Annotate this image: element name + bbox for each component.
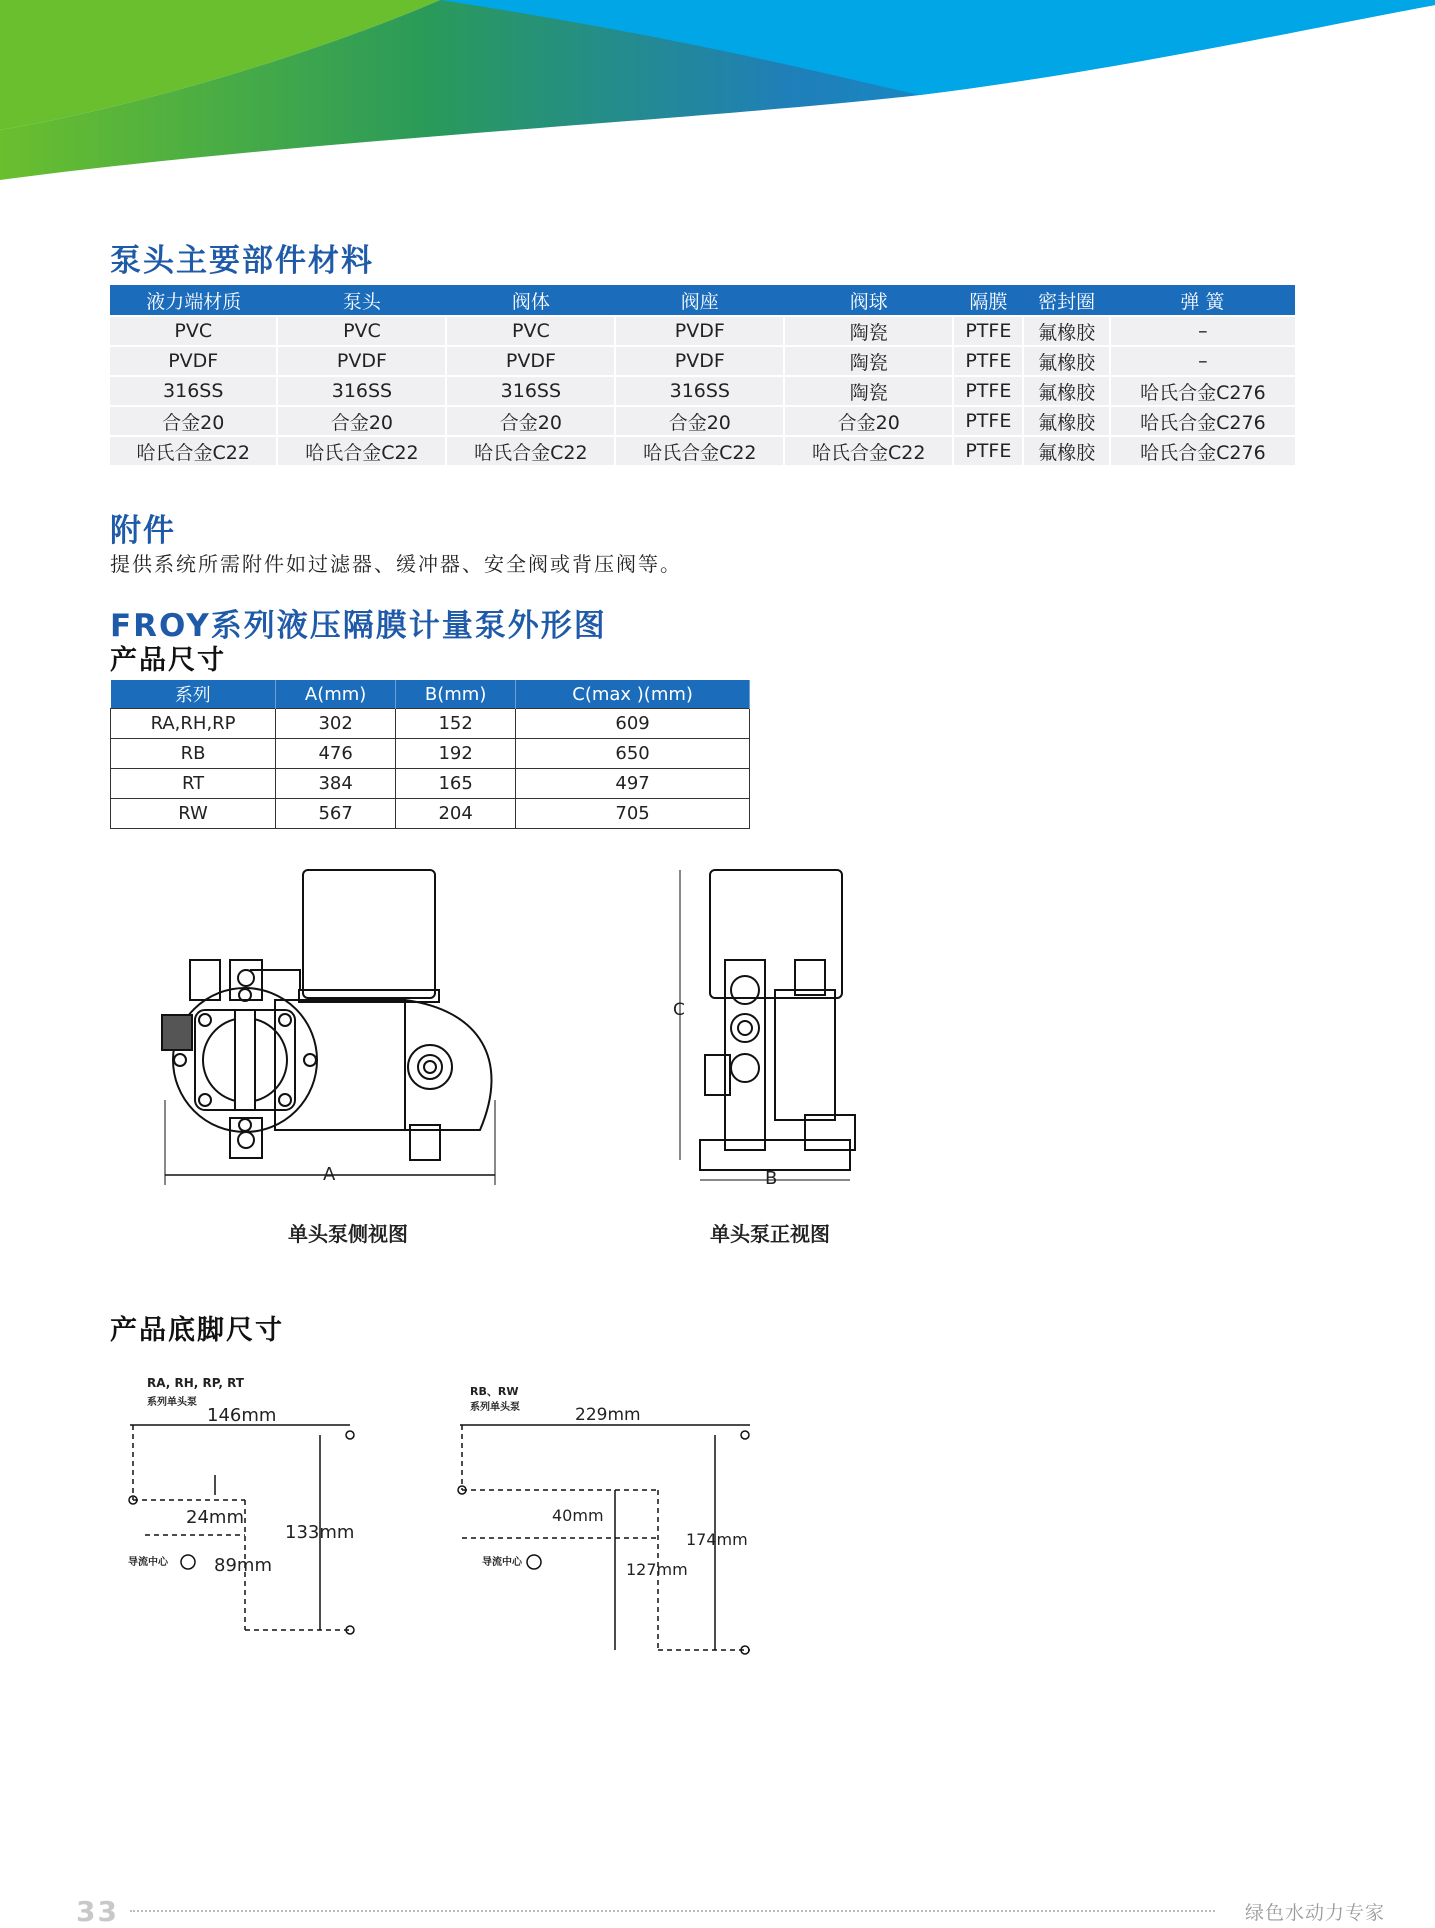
dimensions-row	[111, 709, 750, 739]
materials-header-cell: 泵头	[277, 285, 446, 316]
footprint-left-series-sub: 系列单头泵	[147, 1397, 197, 1408]
label-b: B	[765, 1168, 778, 1189]
dimensions-cell: RW	[111, 799, 276, 829]
materials-row	[110, 406, 1295, 436]
footprint-right-series-sub: 系列单头泵	[470, 1402, 520, 1413]
dimensions-cell: RA,RH,RP	[111, 709, 276, 739]
materials-header-cell: 阀座	[615, 285, 784, 316]
dimensions-cell: 204	[396, 799, 516, 829]
footprint-right-center-label: 导流中心	[482, 1557, 522, 1568]
materials-cell: PTFE	[953, 436, 1023, 465]
materials-cell: 陶瓷	[784, 316, 953, 346]
front-view-caption: 单头泵正视图	[710, 1222, 830, 1246]
materials-cell: 316SS	[446, 376, 615, 406]
dimensions-cell: RT	[111, 769, 276, 799]
dimensions-header-cell: B(mm)	[396, 680, 516, 709]
footprint-left-width: 146mm	[207, 1405, 277, 1426]
materials-cell: 哈氏合金C276	[1110, 376, 1295, 406]
materials-cell: PTFE	[953, 316, 1023, 346]
accessories-title: 附件	[110, 513, 176, 549]
footprint-left-offset: 24mm	[186, 1507, 244, 1528]
materials-cell: 合金20	[277, 406, 446, 436]
label-c: C	[673, 1000, 685, 1020]
materials-header-cell: 弹 簧	[1110, 285, 1295, 316]
materials-cell: 氟橡胶	[1023, 346, 1109, 376]
materials-cell: 316SS	[277, 376, 446, 406]
outline-title: FROY系列液压隔膜计量泵外形图	[110, 608, 607, 644]
dimensions-row	[111, 769, 750, 799]
dimensions-header-cell: 系列	[111, 680, 276, 709]
materials-cell: –	[1110, 346, 1295, 376]
materials-table	[110, 285, 1295, 465]
materials-header-cell: 阀球	[784, 285, 953, 316]
dimensions-cell: 384	[276, 769, 396, 799]
dimensions-row	[111, 739, 750, 769]
footprint-left-center: 89mm	[214, 1555, 272, 1576]
materials-cell: 陶瓷	[784, 346, 953, 376]
dimensions-header-cell: A(mm)	[276, 680, 396, 709]
materials-cell: 氟橡胶	[1023, 436, 1109, 465]
footprint-left-series: RA, RH, RP, RT	[147, 1376, 244, 1390]
materials-cell: PVC	[277, 316, 446, 346]
materials-cell: 316SS	[110, 376, 277, 406]
materials-cell: 合金20	[110, 406, 277, 436]
header-banner	[0, 0, 1435, 190]
dimensions-cell: 650	[516, 739, 750, 769]
materials-cell: PVDF	[446, 346, 615, 376]
dimensions-cell: RB	[111, 739, 276, 769]
materials-title: 泵头主要部件材料	[110, 243, 374, 279]
materials-cell: 哈氏合金C276	[1110, 406, 1295, 436]
materials-cell: PTFE	[953, 346, 1023, 376]
footprint-right-offset: 40mm	[552, 1506, 604, 1525]
footprint-right-series: RB、RW	[470, 1385, 519, 1398]
label-a: A	[323, 1164, 336, 1185]
dimensions-cell: 165	[396, 769, 516, 799]
materials-header-cell: 密封圈	[1023, 285, 1109, 316]
footprint-right-height: 174mm	[686, 1530, 748, 1549]
footer-divider	[130, 1910, 1215, 1912]
front-view-drawing	[665, 860, 865, 1190]
page-number: 33	[76, 1895, 119, 1928]
dimensions-table	[110, 680, 750, 829]
materials-cell: PVDF	[615, 346, 784, 376]
side-view-caption: 单头泵侧视图	[288, 1222, 408, 1246]
accessories-text: 提供系统所需附件如过滤器、缓冲器、安全阀或背压阀等。	[110, 552, 682, 576]
dimensions-cell: 567	[276, 799, 396, 829]
materials-row	[110, 346, 1295, 376]
materials-cell: 哈氏合金C22	[784, 436, 953, 465]
dimensions-cell: 192	[396, 739, 516, 769]
dimensions-cell: 609	[516, 709, 750, 739]
dimensions-cell: 476	[276, 739, 396, 769]
footer-slogan: 绿色水动力专家	[1245, 1902, 1386, 1924]
materials-header-cell: 液力端材质	[110, 285, 277, 316]
materials-cell: 316SS	[615, 376, 784, 406]
footprint-left-center-label: 导流中心	[128, 1557, 168, 1568]
materials-cell: 陶瓷	[784, 376, 953, 406]
materials-cell: –	[1110, 316, 1295, 346]
materials-cell: PVDF	[615, 316, 784, 346]
dimensions-cell: 152	[396, 709, 516, 739]
materials-cell: 哈氏合金C276	[1110, 436, 1295, 465]
materials-cell: 氟橡胶	[1023, 376, 1109, 406]
materials-cell: 哈氏合金C22	[277, 436, 446, 465]
materials-row	[110, 316, 1295, 346]
footprint-right-center: 127mm	[626, 1560, 688, 1579]
materials-cell: 合金20	[446, 406, 615, 436]
materials-cell: 合金20	[615, 406, 784, 436]
footprint-right-width: 229mm	[575, 1405, 641, 1425]
dimensions-row	[111, 799, 750, 829]
materials-cell: 哈氏合金C22	[615, 436, 784, 465]
dimensions-header-cell: C(max )(mm)	[516, 680, 750, 709]
materials-header-cell: 隔膜	[953, 285, 1023, 316]
materials-row	[110, 376, 1295, 406]
footprint-left-height: 133mm	[285, 1522, 355, 1543]
materials-cell: PVC	[110, 316, 277, 346]
materials-cell: 氟橡胶	[1023, 316, 1109, 346]
dimensions-subtitle: 产品尺寸	[110, 645, 226, 676]
dimensions-cell: 302	[276, 709, 396, 739]
side-view-drawing	[150, 860, 510, 1190]
dimensions-cell: 705	[516, 799, 750, 829]
materials-cell: PVDF	[110, 346, 277, 376]
materials-cell: PTFE	[953, 406, 1023, 436]
materials-cell: 哈氏合金C22	[446, 436, 615, 465]
materials-cell: PTFE	[953, 376, 1023, 406]
dimensions-cell: 497	[516, 769, 750, 799]
materials-header-cell: 阀体	[446, 285, 615, 316]
materials-row	[110, 436, 1295, 465]
materials-cell: PVDF	[277, 346, 446, 376]
materials-cell: 哈氏合金C22	[110, 436, 277, 465]
materials-cell: 氟橡胶	[1023, 406, 1109, 436]
materials-cell: PVC	[446, 316, 615, 346]
materials-cell: 合金20	[784, 406, 953, 436]
footprint-title: 产品底脚尺寸	[110, 1315, 284, 1346]
